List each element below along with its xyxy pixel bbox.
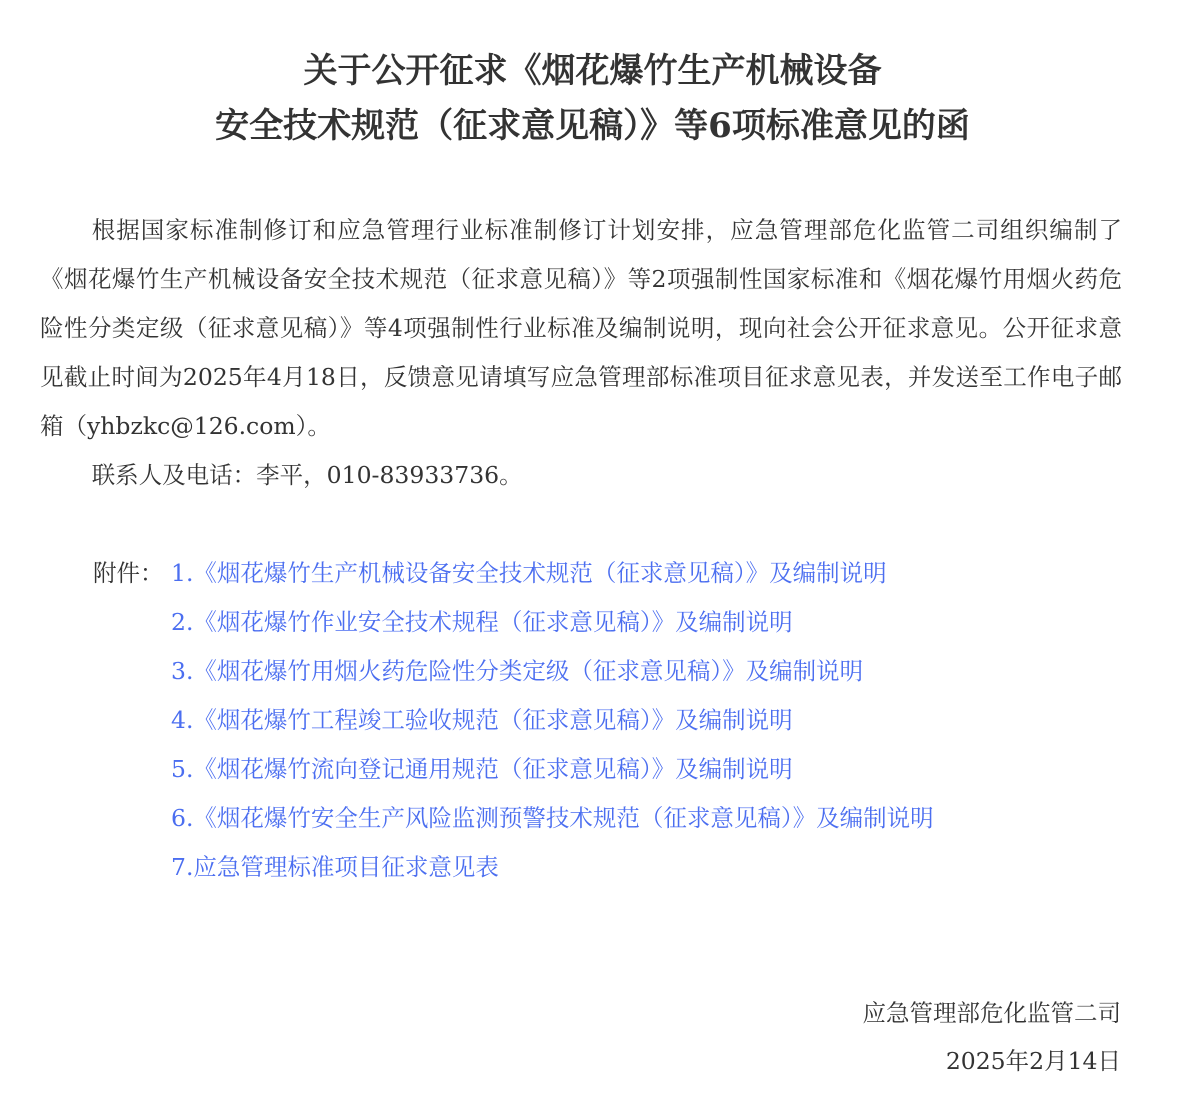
attachment-link-6[interactable]: 6.《烟花爆竹安全生产风险监测预警技术规范（征求意见稿）》及编制说明 [171,804,934,832]
signature-org: 应急管理部危化监管二司 [862,999,1121,1027]
letter-body [40,206,1122,500]
title-line-1: 关于公开征求《烟花爆竹生产机械设备 [303,51,882,91]
title-line-2: 安全技术规范（征求意见稿）》等6项标准意见的函 [215,106,970,146]
attachment-link-5[interactable]: 5.《烟花爆竹流向登记通用规范（征求意见稿）》及编制说明 [171,755,793,783]
attachment-link-2[interactable]: 2.《烟花爆竹作业安全技术规程（征求意见稿）》及编制说明 [171,608,793,636]
attachment-link-1[interactable]: 1.《烟花爆竹生产机械设备安全技术规范（征求意见稿）》及编制说明 [171,559,887,587]
attachments-list [93,549,934,892]
signature-date: 2025年2月14日 [945,1047,1121,1075]
attachment-link-7[interactable]: 7.应急管理标准项目征求意见表 [171,853,499,881]
attachment-link-3[interactable]: 3.《烟花爆竹用烟火药危险性分类定级（征求意见稿）》及编制说明 [171,657,864,685]
contact-info: 联系人及电话：李平，010-83933736。 [91,461,523,489]
document-title [0,44,1185,154]
attachments-label: 附件： [93,559,164,587]
body-paragraph: 根据国家标准制修订和应急管理行业标准制修订计划安排，应急管理部危化监管二司组织编制了《烟花爆竹生产机械设备安全技术规范（征求意见稿）》等2项强制性国家标准和《烟花爆竹用烟火药危险性分类定级（征求意见稿）》等4项强制性行业标准及编制说明，现向社会公开征求意见。公开征求意见截止时间为2025年4月18日，反馈意见请填写应急管理部标准项目征求意见表，并发送至工作电子邮箱（yhbzkc@126.com）。 [40,216,1122,440]
attachment-link-4[interactable]: 4.《烟花爆竹工程竣工验收规范（征求意见稿）》及编制说明 [171,706,793,734]
